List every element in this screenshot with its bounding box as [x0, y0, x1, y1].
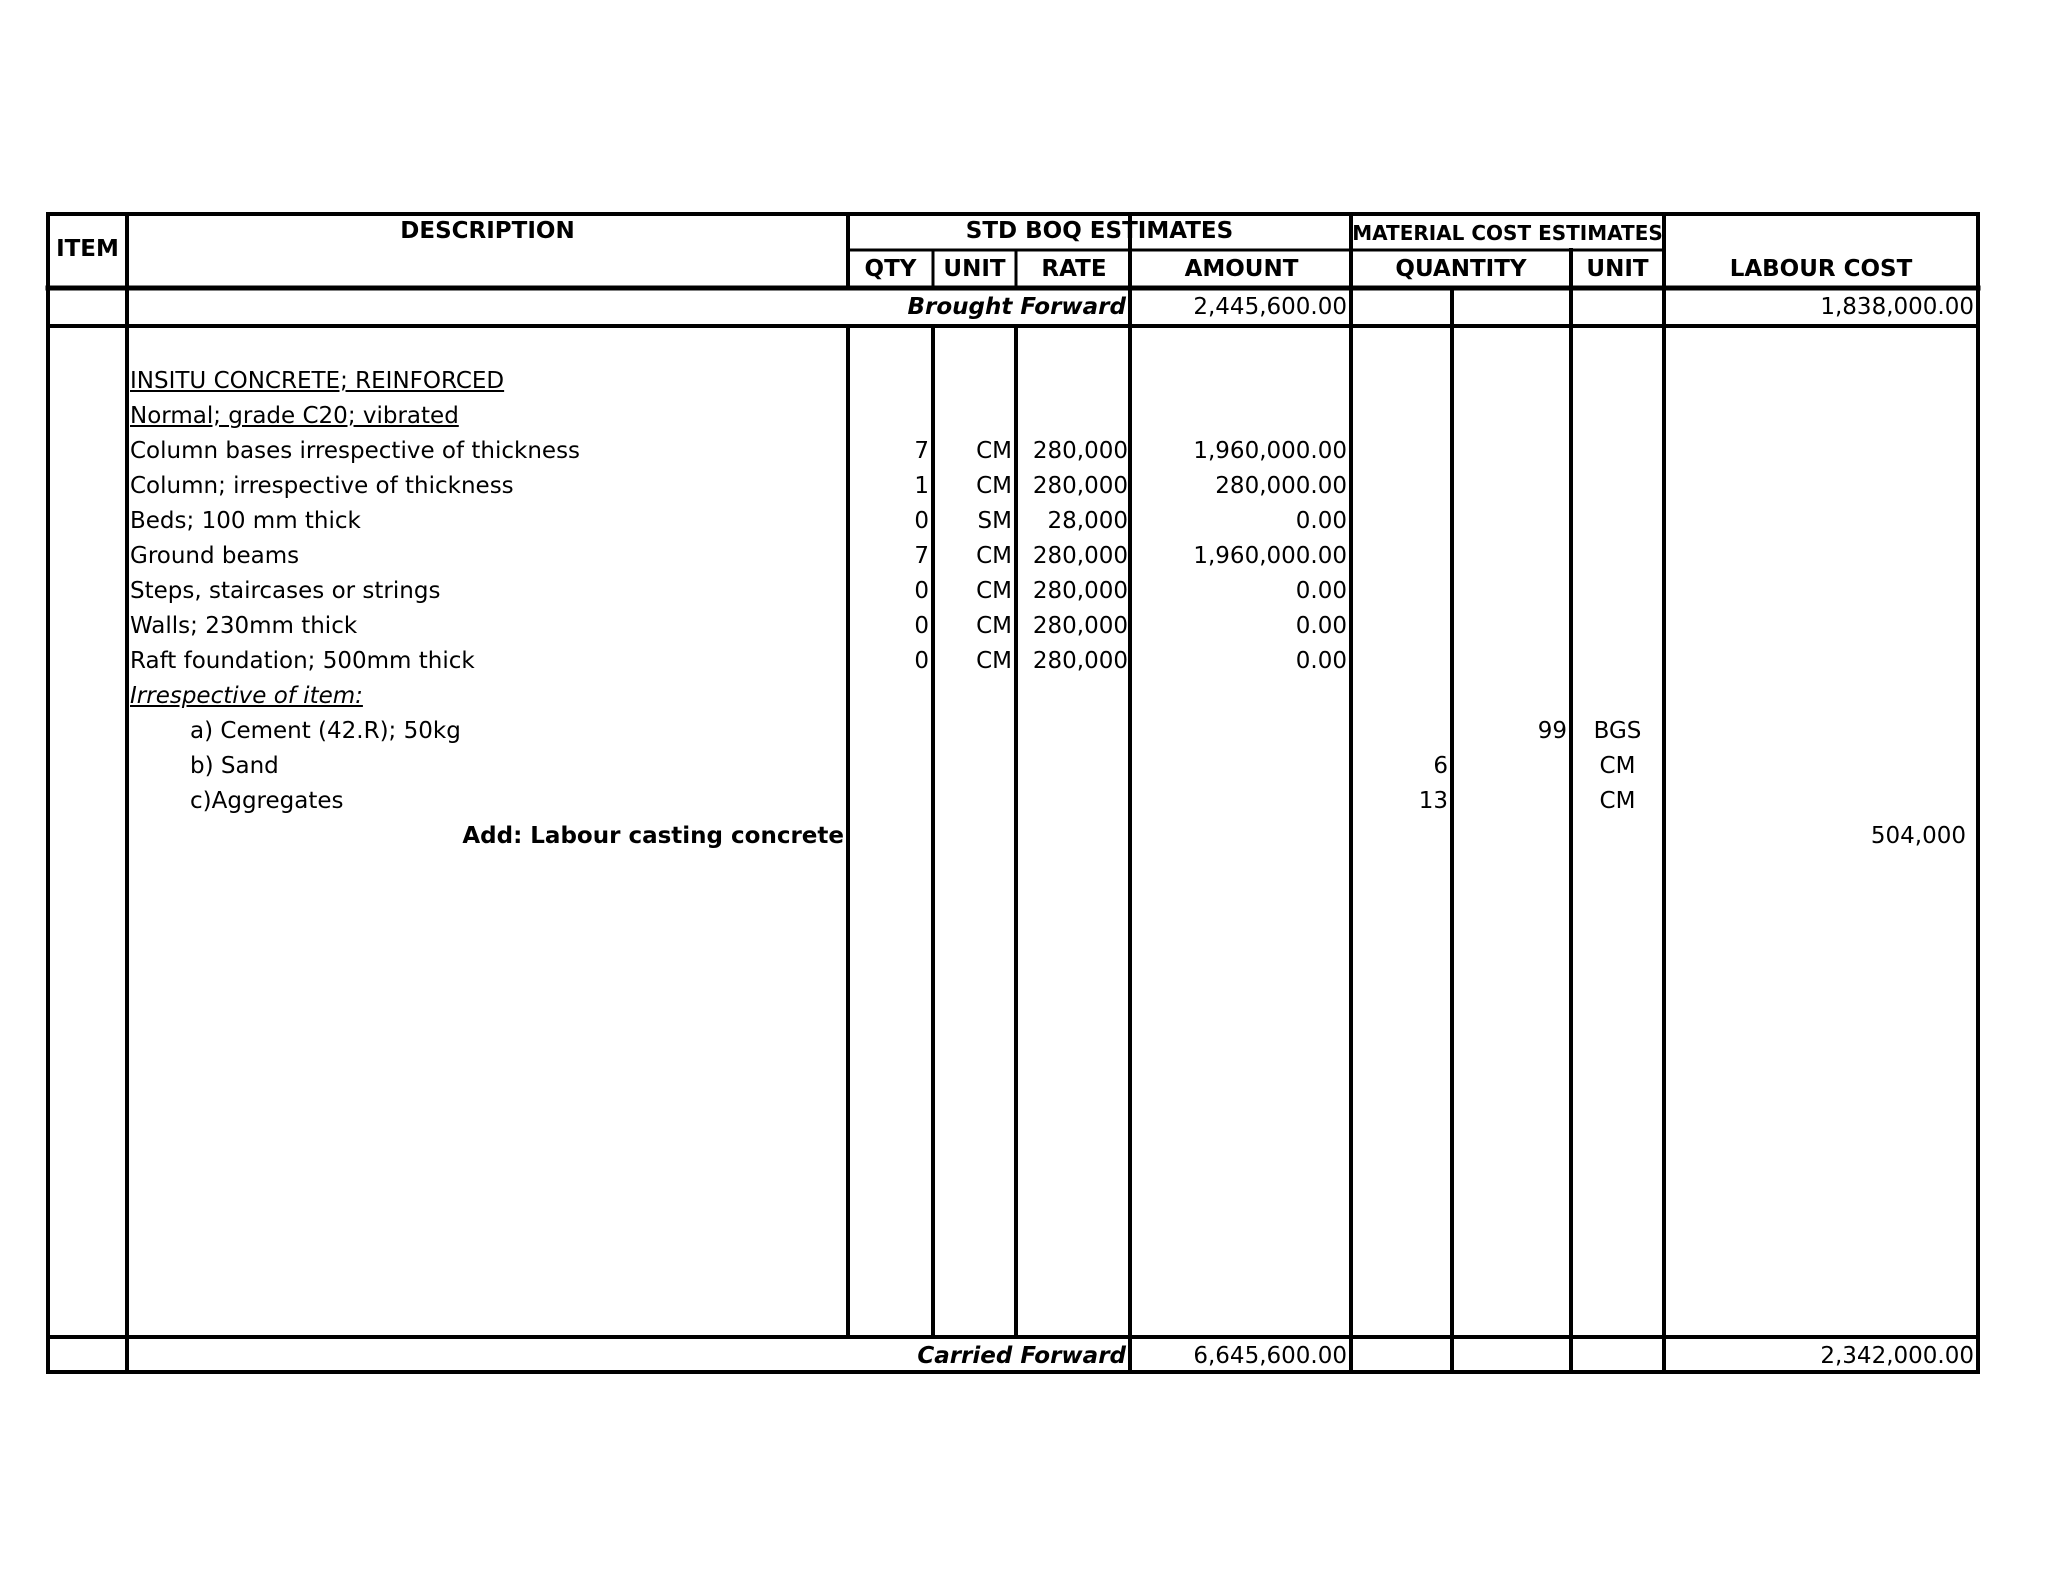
row-unit: CM — [976, 613, 1012, 639]
row-qty: 0 — [914, 613, 929, 639]
row-description: Ground beams — [130, 543, 300, 569]
row-qty: 0 — [914, 648, 929, 674]
row-amount: 0.00 — [1295, 508, 1347, 534]
material-description: c)Aggregates — [190, 788, 344, 814]
section-title: INSITU CONCRETE; REINFORCED — [130, 368, 505, 394]
carried-forward-labour: 2,342,000.00 — [1820, 1343, 1974, 1369]
labour-add-label: Add: Labour casting concrete — [462, 823, 844, 849]
header-rate: RATE — [1041, 256, 1107, 282]
brought-forward-label: Brought Forward — [907, 294, 1126, 320]
row-unit: CM — [976, 648, 1012, 674]
header-quantity: QUANTITY — [1395, 256, 1527, 282]
row-unit: SM — [977, 508, 1012, 534]
row-amount: 280,000.00 — [1215, 473, 1347, 499]
row-unit: CM — [976, 543, 1012, 569]
material-description: b) Sand — [190, 753, 279, 779]
row-qty: 7 — [914, 438, 929, 464]
material-description: a) Cement (42.R); 50kg — [190, 718, 461, 744]
material-unit: BGS — [1593, 718, 1642, 744]
row-qty: 1 — [914, 473, 929, 499]
carried-forward-amount: 6,645,600.00 — [1193, 1343, 1347, 1369]
header-material-unit: UNIT — [1586, 256, 1649, 282]
header-description: DESCRIPTION — [400, 218, 575, 244]
row-qty: 0 — [914, 508, 929, 534]
brought-forward-amount: 2,445,600.00 — [1193, 294, 1347, 320]
material-quantity: 6 — [1433, 753, 1448, 779]
section-subtitle: Normal; grade C20; vibrated — [130, 403, 459, 429]
row-description: Beds; 100 mm thick — [130, 508, 361, 534]
brought-forward-labour: 1,838,000.00 — [1820, 294, 1974, 320]
row-rate: 280,000 — [1032, 648, 1128, 674]
row-rate: 280,000 — [1032, 578, 1128, 604]
irrespective-label: Irrespective of item: — [130, 683, 363, 709]
header-item: ITEM — [56, 236, 119, 262]
row-description: Column; irrespective of thickness — [130, 473, 514, 499]
labour-add-value: 504,000 — [1870, 823, 1966, 849]
row-description: Walls; 230mm thick — [130, 613, 358, 639]
header-std-boq: STD BOQ ESTIMATES — [965, 218, 1234, 244]
material-quantity: 99 — [1537, 718, 1567, 744]
row-rate: 280,000 — [1032, 473, 1128, 499]
row-amount: 1,960,000.00 — [1193, 543, 1347, 569]
row-rate: 280,000 — [1032, 438, 1128, 464]
material-unit: CM — [1599, 788, 1636, 814]
row-description: Column bases irrespective of thickness — [130, 438, 581, 464]
row-rate: 280,000 — [1032, 613, 1128, 639]
carried-forward-label: Carried Forward — [917, 1343, 1126, 1369]
row-amount: 0.00 — [1295, 578, 1347, 604]
row-amount: 0.00 — [1295, 613, 1347, 639]
row-description: Raft foundation; 500mm thick — [130, 648, 475, 674]
header-unit: UNIT — [943, 256, 1006, 282]
header-labour-cost: LABOUR COST — [1729, 256, 1913, 282]
row-rate: 280,000 — [1032, 543, 1128, 569]
header-material-cost: MATERIAL COST ESTIMATES — [1352, 221, 1663, 245]
row-unit: CM — [976, 473, 1012, 499]
row-description: Steps, staircases or strings — [130, 578, 441, 604]
header-amount: AMOUNT — [1184, 256, 1299, 282]
material-unit: CM — [1599, 753, 1636, 779]
row-amount: 1,960,000.00 — [1193, 438, 1347, 464]
row-unit: CM — [976, 578, 1012, 604]
row-amount: 0.00 — [1295, 648, 1347, 674]
material-quantity: 13 — [1418, 788, 1448, 814]
row-unit: CM — [976, 438, 1012, 464]
row-qty: 0 — [914, 578, 929, 604]
row-rate: 28,000 — [1047, 508, 1128, 534]
row-qty: 7 — [914, 543, 929, 569]
header-qty: QTY — [864, 256, 917, 282]
